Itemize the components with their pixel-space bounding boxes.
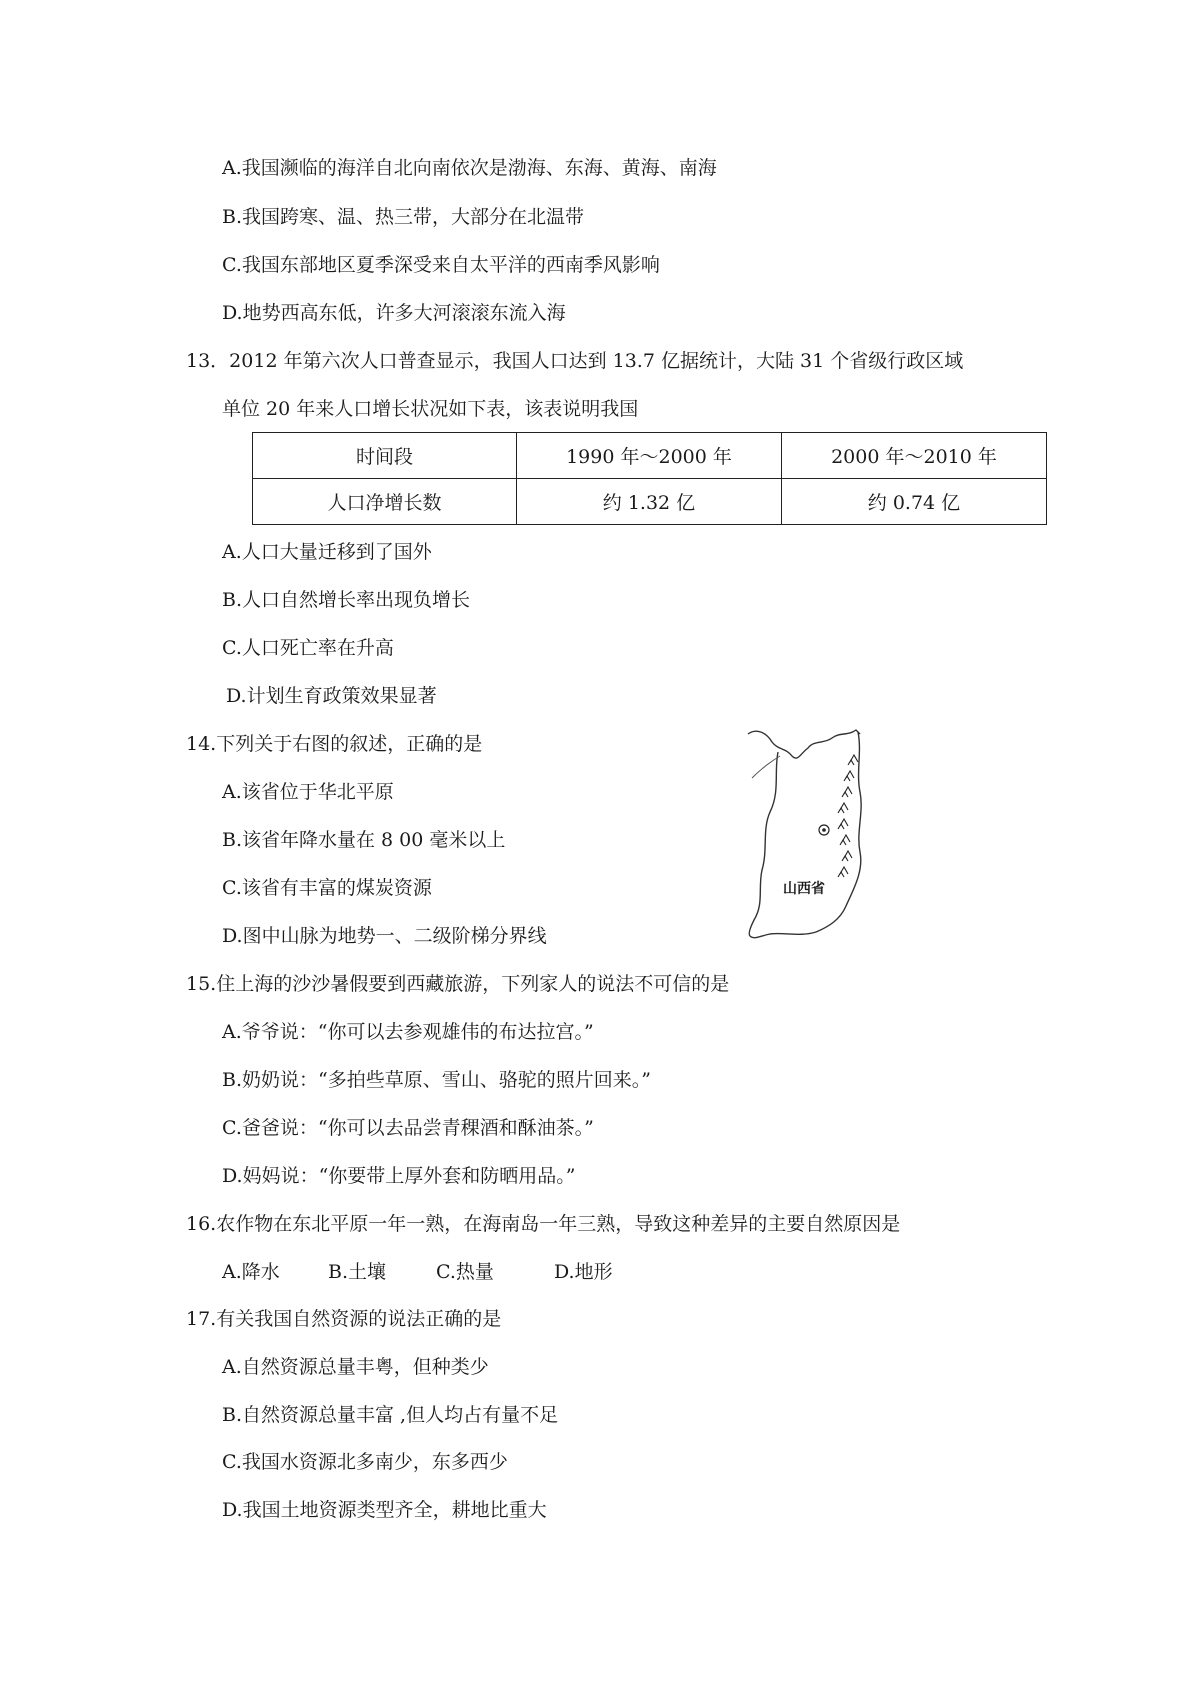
province-outline <box>748 730 860 758</box>
q12-option-b: B.我国跨寒、温、热三带，大部分在北温带 <box>222 206 585 228</box>
table-cell: 人口净增长数 <box>253 479 517 525</box>
q13-option-b: B.人口自然增长率出现负增长 <box>222 589 471 611</box>
q14-option-c: C.该省有丰富的煤炭资源 <box>222 877 432 899</box>
q13-option-a: A.人口大量迁移到了国外 <box>222 541 432 563</box>
table-header-cell: 时间段 <box>253 433 517 479</box>
q15-option-c: C.爸爸说：“你可以去品尝青稞酒和酥油茶。” <box>222 1117 594 1139</box>
q12-option-c: C.我国东部地区夏季深受来自太平洋的西南季风影响 <box>222 254 660 276</box>
table-cell: 约 1.32 亿 <box>517 479 782 525</box>
q14-option-d: D.图中山脉为地势一、二级阶梯分界线 <box>222 925 547 947</box>
q16-option-b: B.土壤 <box>328 1261 387 1283</box>
table-header-cell: 2000 年～2010 年 <box>782 433 1047 479</box>
q15-option-a: A.爷爷说：“你可以去参观雄伟的布达拉宫。” <box>222 1021 594 1043</box>
map-province-label: 山西省 <box>783 881 825 897</box>
taihang-mountains-icon <box>838 755 858 877</box>
q17-option-b: B.自然资源总量丰富 ,但人均占有量不足 <box>222 1404 559 1426</box>
q15-stem: 15.住上海的沙沙暑假要到西藏旅游，下列家人的说法不可信的是 <box>186 973 730 995</box>
q14-option-a: A.该省位于华北平原 <box>222 781 394 803</box>
q15-option-b: B.奶奶说：“多拍些草原、雪山、骆驼的照片回来。” <box>222 1069 651 1091</box>
q16-option-d: D.地形 <box>554 1261 613 1283</box>
q12-option-a: A.我国濒临的海洋自北向南依次是渤海、东海、黄海、南海 <box>222 157 717 179</box>
q16-option-c: C.热量 <box>436 1261 494 1283</box>
table-header-row <box>253 433 1047 479</box>
q16-option-a: A.降水 <box>222 1261 280 1283</box>
q13-stem-line1: 13．2012 年第六次人口普查显示，我国人口达到 13.7 亿据统计，大陆 31 个省级行政区域 <box>186 350 964 372</box>
q14-option-b: B.该省年降水量在 8 00 毫米以上 <box>222 829 506 851</box>
table-cell: 约 0.74 亿 <box>782 479 1047 525</box>
q16-stem: 16.农作物在东北平原一年一熟，在海南岛一年三熟，导致这种差异的主要自然原因是 <box>186 1213 901 1235</box>
q17-option-c: C.我国水资源北多南少，东多西少 <box>222 1451 508 1473</box>
table-row <box>253 479 1047 525</box>
q17-option-d: D.我国土地资源类型齐全，耕地比重大 <box>222 1499 547 1521</box>
q12-option-d: D.地势西高东低，许多大河滚滚东流入海 <box>222 302 566 324</box>
q14-stem: 14.下列关于右图的叙述，正确的是 <box>186 733 483 755</box>
province-border-west <box>749 752 778 936</box>
table-header-cell: 1990 年～2000 年 <box>517 433 782 479</box>
q17-option-a: A.自然资源总量丰粤，但种类少 <box>222 1356 489 1378</box>
q13-stem-line2: 单位 20 年来人口增长状况如下表，该表说明我国 <box>222 398 639 420</box>
capital-city-icon <box>819 825 829 835</box>
population-table <box>252 432 1047 525</box>
q17-stem: 17.有关我国自然资源的说法正确的是 <box>186 1308 502 1330</box>
q13-option-d: D.计划生育政策效果显著 <box>226 685 437 707</box>
q15-option-d: D.妈妈说：“你要带上厚外套和防晒用品。” <box>222 1165 576 1187</box>
shanxi-province-map <box>740 722 876 942</box>
q13-option-c: C.人口死亡率在升高 <box>222 637 394 659</box>
province-border-east <box>750 732 861 938</box>
